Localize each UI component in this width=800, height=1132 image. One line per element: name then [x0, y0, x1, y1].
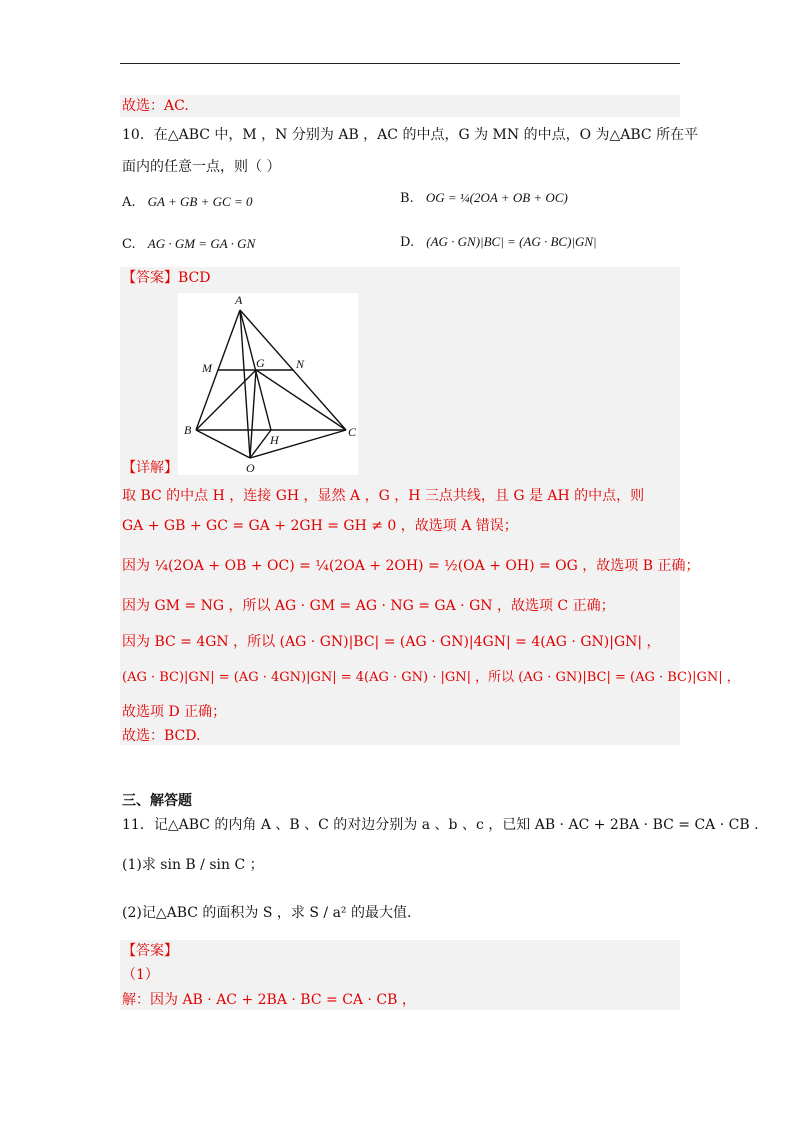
q11-part2: (2)记△ABC 的面积为 S ，求 S / a² 的最大值. [122, 905, 412, 921]
option-a-label: A. [122, 195, 136, 210]
option-c [122, 234, 255, 255]
detail-line-4: 因为 GM = NG ，所以 AG · GM = AG · NG = GA · GN ，故选项 C 正确； [122, 598, 615, 614]
segment-co [250, 430, 346, 458]
q11-stem: 11．记△ABC 的内角 A 、B 、C 的对边分别为 a 、b 、c ，已知 AB · AC + 2BA · BC = CA · CB . [122, 817, 759, 833]
option-b [400, 188, 568, 209]
label-b: B [184, 423, 192, 437]
option-c-label: C. [122, 237, 136, 252]
option-b-text: OG = ¼(2OA + OB + OC) [425, 190, 568, 205]
detail-line-8: 故选：BCD. [122, 728, 201, 744]
geometry-figure [178, 293, 358, 475]
option-d-label: D. [400, 235, 415, 250]
label-m: M [202, 361, 212, 375]
section-heading: 三、解答题 [122, 793, 192, 809]
detail-title: 【详解】 [122, 460, 178, 476]
detail-line-3: 因为 ¼(2OA + OB + OC) = ¼(2OA + 2OH) = ½(OA + OH) = OG ，故选项 B 正确； [122, 558, 700, 574]
q11-solution-line: 解：因为 AB · AC + 2BA · BC = CA · CB ， [122, 992, 416, 1008]
label-n: N [296, 357, 305, 371]
triangle-diagram [178, 293, 358, 475]
option-c-text: AG · GM = GA · GN [147, 236, 256, 251]
q10-stem-line2: 面内的任意一点，则（ ） [122, 159, 281, 175]
option-d-text: (AG · GN)|BC| = (AG · BC)|GN| [426, 234, 597, 249]
segment-go [250, 370, 256, 458]
header-rule [120, 63, 680, 64]
q11-sub1: （1） [122, 967, 159, 983]
prev-answer: 故选：AC. [122, 98, 189, 114]
detail-line-7: 故选项 D 正确； [122, 704, 227, 720]
detail-line-2: GA + GB + GC = GA + 2GH = GH ≠ 0 ，故选项 A 错误； [122, 518, 518, 534]
segment-ho [250, 430, 271, 458]
label-h: H [270, 433, 279, 447]
option-a [122, 192, 252, 213]
label-c: C [348, 425, 357, 439]
label-g: G [256, 356, 265, 370]
option-a-text: GA + GB + GC = 0 [147, 194, 253, 209]
q11-answer: 【答案】 [122, 943, 178, 959]
q10-answer: 【答案】BCD [122, 270, 211, 286]
segment-bo [196, 430, 250, 458]
detail-line-6: (AG · BC)|GN| = (AG · 4GN)|GN| = 4(AG · GN) · |GN| ，所以 (AG · GN)|BC| = (AG · BC)|GN| ， [122, 670, 740, 685]
detail-line-5: 因为 BC = 4GN ，所以 (AG · GN)|BC| = (AG · GN)|4GN| = 4(AG · GN)|GN| ， [122, 634, 661, 650]
prev-answer-block [120, 95, 680, 117]
label-o: O [246, 461, 255, 475]
detail-line-1: 取 BC 的中点 H ，连接 GH ，显然 A ，G ，H 三点共线，且 G 是 AH 的中点，则 [122, 488, 645, 504]
option-d [400, 232, 597, 253]
q11-part1: (1)求 sin B / sin C ； [122, 857, 264, 873]
option-b-label: B. [400, 191, 414, 206]
q10-stem-line1: 10．在△ABC 中，M ，N 分别为 AB ，AC 的中点，G 为 MN 的中点，O 为△ABC 所在平 [122, 127, 699, 143]
label-a: A [235, 293, 243, 307]
